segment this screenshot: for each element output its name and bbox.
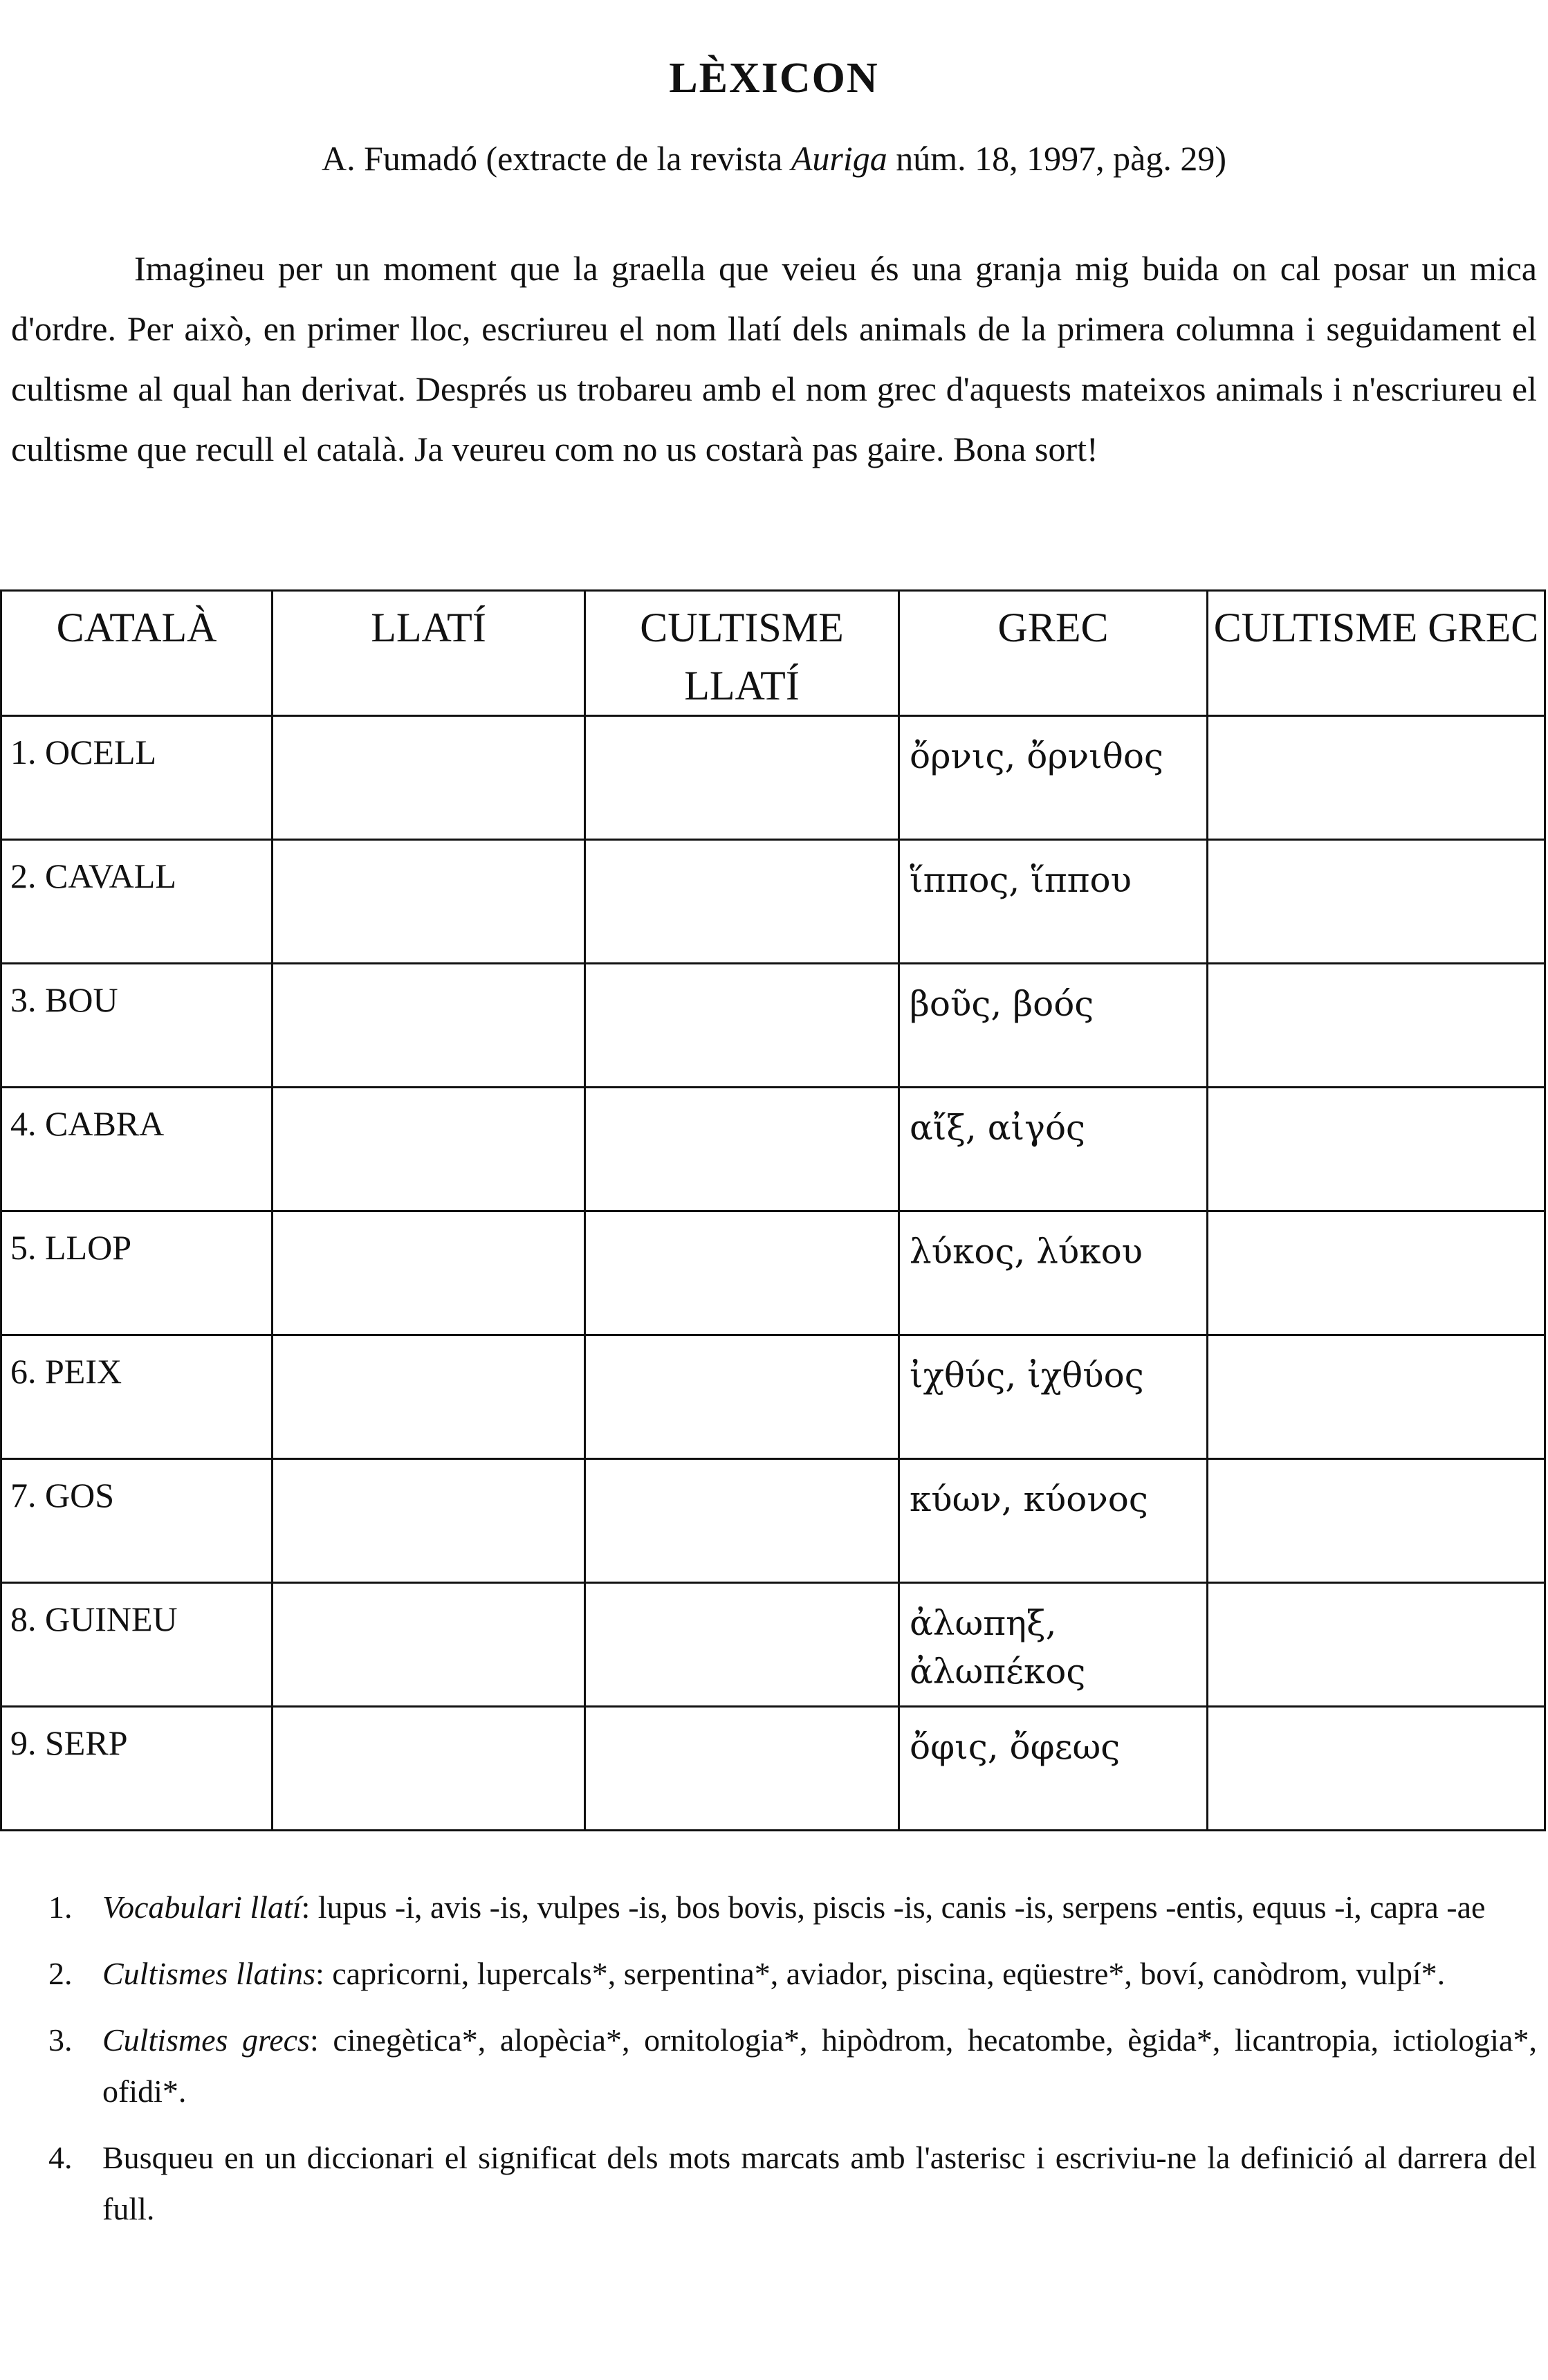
cell-llati-blank[interactable] — [273, 1088, 585, 1211]
cell-catala: 2. CAVALL — [1, 840, 273, 964]
list-item — [0, 2015, 1537, 2117]
cell-cultisme-grec-blank[interactable] — [1208, 1459, 1545, 1583]
cell-cultisme-llati-blank[interactable] — [585, 716, 899, 840]
cell-catala: 8. GUINEU — [1, 1583, 273, 1707]
cell-catala: 1. OCELL — [1, 716, 273, 840]
cell-llati-blank[interactable] — [273, 840, 585, 964]
table-row — [1, 1583, 1545, 1707]
cell-grec: ὄρνις, ὄρνιθος — [899, 716, 1208, 840]
cell-catala: 6. PEIX — [1, 1335, 273, 1459]
table-row — [1, 1707, 1545, 1831]
instructions-paragraph: Imagineu per un moment que la graella que veieu és una granja mig buida on cal posar un mica d'ordre. Per això, en primer lloc, escriureu el nom llatí dels animals de la primera columna i seguidament el cultisme al qual han derivat. Després us trobareu amb el nom grec d'aquests mateixos animals i n'escriureu el cultisme que recull el català. Ja veureu com no us costarà pas gaire. Bona sort! — [11, 249, 1537, 468]
lexicon-table — [0, 589, 1546, 1831]
cell-grec: ἵππος, ἵππου — [899, 840, 1208, 964]
cell-cultisme-llati-blank[interactable] — [585, 1583, 899, 1707]
citation-journal: Auriga — [791, 139, 887, 178]
citation-author: A. Fumadó (extracte de la revista — [321, 139, 791, 178]
page-title: LÈXICON — [669, 55, 879, 102]
cell-cultisme-grec-blank[interactable] — [1208, 840, 1545, 964]
list-item — [0, 1882, 1537, 1933]
cell-catala: 3. BOU — [1, 964, 273, 1088]
cell-cultisme-grec-blank[interactable] — [1208, 964, 1545, 1088]
cell-grec: ἰχθύς, ἰχθύος — [899, 1335, 1208, 1459]
cell-grec: ἀλωπηξ, ἀλωπέκος — [899, 1583, 1208, 1707]
cell-cultisme-grec-blank[interactable] — [1208, 1211, 1545, 1335]
cell-catala: 4. CABRA — [1, 1088, 273, 1211]
table-row — [1, 1459, 1545, 1583]
list-item — [0, 2132, 1537, 2235]
table-row — [1, 1335, 1545, 1459]
note-text: : cinegètica*, alopècia*, ornitologia*, hipòdrom, hecatombe, ègida*, licantropia, ictiologia*, ofidi*. — [102, 2022, 1537, 2109]
cell-llati-blank[interactable] — [273, 1707, 585, 1831]
cell-cultisme-llati-blank[interactable] — [585, 1707, 899, 1831]
cell-llati-blank[interactable] — [273, 1211, 585, 1335]
cell-llati-blank[interactable] — [273, 1583, 585, 1707]
note-label: Cultismes grecs — [102, 2022, 310, 2058]
cell-cultisme-llati-blank[interactable] — [585, 1088, 899, 1211]
cell-cultisme-grec-blank[interactable] — [1208, 716, 1545, 840]
cell-llati-blank[interactable] — [273, 1335, 585, 1459]
cell-cultisme-grec-blank[interactable] — [1208, 1088, 1545, 1211]
cell-cultisme-llati-blank[interactable] — [585, 1211, 899, 1335]
note-number: 3. — [48, 2022, 73, 2058]
cell-cultisme-grec-blank[interactable] — [1208, 1335, 1545, 1459]
cell-cultisme-llati-blank[interactable] — [585, 1459, 899, 1583]
note-label: Vocabulari llatí — [102, 1889, 302, 1925]
cell-cultisme-grec-blank[interactable] — [1208, 1583, 1545, 1707]
header-cultisme-grec: CULTISME GREC — [1208, 591, 1545, 716]
cell-catala: 9. SERP — [1, 1707, 273, 1831]
cell-grec: ὄφις, ὄφεως — [899, 1707, 1208, 1831]
notes-list — [0, 1882, 1537, 2250]
citation-details: núm. 18, 1997, pàg. 29) — [887, 139, 1227, 178]
table-row — [1, 840, 1545, 964]
cell-grec: κύων, κύονος — [899, 1459, 1208, 1583]
note-number: 1. — [48, 1889, 73, 1925]
cell-catala: 5. LLOP — [1, 1211, 273, 1335]
cell-cultisme-llati-blank[interactable] — [585, 964, 899, 1088]
cell-llati-blank[interactable] — [273, 1459, 585, 1583]
cell-llati-blank[interactable] — [273, 716, 585, 840]
header-catala: CATALÀ — [1, 591, 273, 716]
note-text: : lupus -i, avis -is, vulpes -is, bos bovis, piscis -is, canis -is, serpens -entis, equus -i, capra -ae — [301, 1889, 1486, 1925]
cell-cultisme-llati-blank[interactable] — [585, 1335, 899, 1459]
table-row — [1, 716, 1545, 840]
table-header-row — [1, 591, 1545, 716]
cell-llati-blank[interactable] — [273, 964, 585, 1088]
table-row — [1, 1088, 1545, 1211]
list-item — [0, 1948, 1537, 1999]
cell-cultisme-grec-blank[interactable] — [1208, 1707, 1545, 1831]
note-number: 2. — [48, 1956, 73, 1991]
header-grec: GREC — [899, 591, 1208, 716]
note-text: Busqueu en un diccionari el significat dels mots marcats amb l'asterisc i escriviu-ne la definició al darrera del full. — [102, 2140, 1537, 2226]
note-text: : capricorni, lupercals*, serpentina*, aviador, piscina, eqüestre*, boví, canòdrom, vulpí*. — [315, 1956, 1446, 1991]
header-llati: LLATÍ — [273, 591, 585, 716]
cell-catala: 7. GOS — [1, 1459, 273, 1583]
cell-grec: βοῦς, βοός — [899, 964, 1208, 1088]
note-label: Cultismes llatins — [102, 1956, 315, 1991]
header-cultisme-llati: CULTISME LLATÍ — [585, 591, 899, 716]
table-row — [1, 1211, 1545, 1335]
note-number: 4. — [48, 2140, 73, 2175]
cell-grec: αἴξ, αἰγός — [899, 1088, 1208, 1211]
source-citation — [0, 138, 1548, 178]
cell-grec: λύκος, λύκου — [899, 1211, 1208, 1335]
table-row — [1, 964, 1545, 1088]
cell-cultisme-llati-blank[interactable] — [585, 840, 899, 964]
